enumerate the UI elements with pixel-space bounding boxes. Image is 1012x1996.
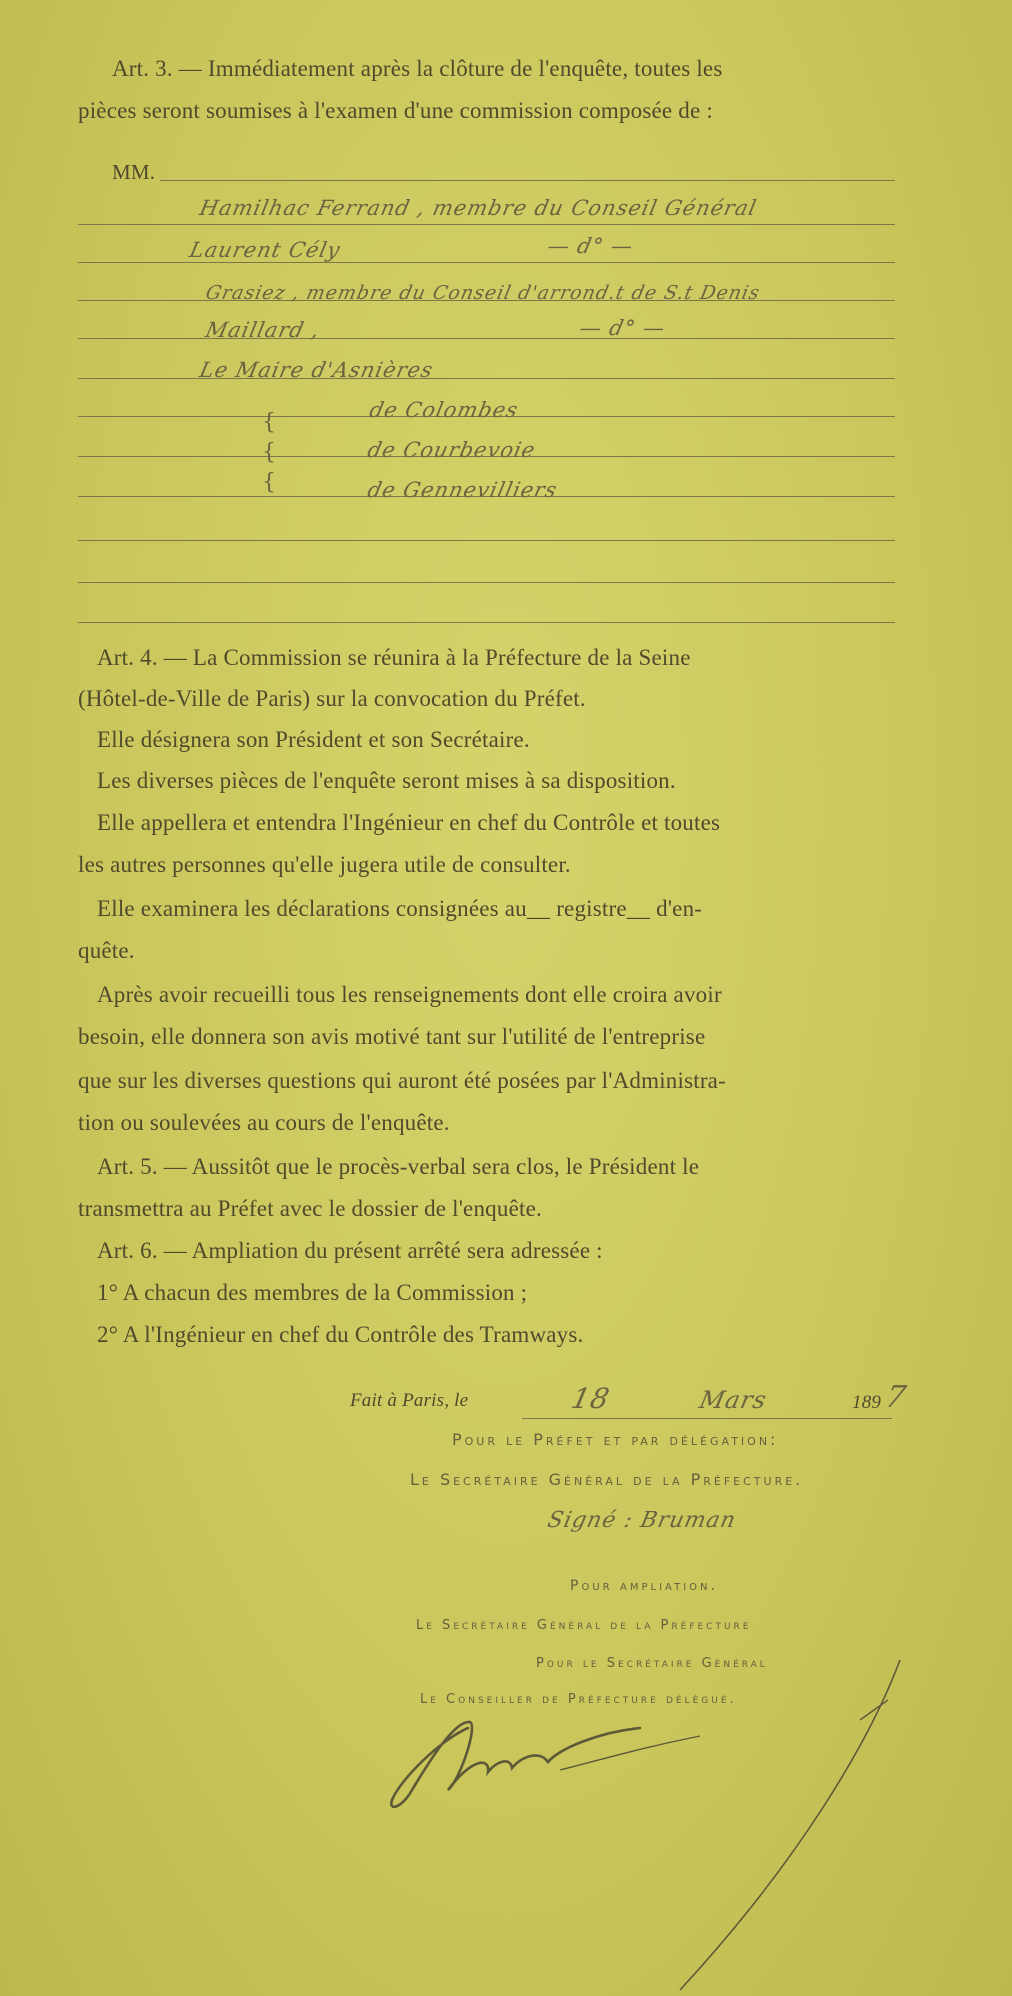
article-4-line: Après avoir recueilli tous les renseignements dont elle croira avoir <box>97 982 722 1007</box>
article-4-line: (Hôtel-de-Ville de Paris) sur la convocation du Préfet. <box>78 686 586 711</box>
stamp-signed-line: Signé : Bruman <box>545 1508 739 1533</box>
date-day: 18 <box>568 1382 614 1415</box>
brace-mark: { <box>262 410 276 435</box>
date-year-digit: 7 <box>882 1380 910 1415</box>
article-6-line: 2° A l'Ingénieur en chef du Contrôle des Tramways. <box>97 1322 584 1347</box>
member-entry: de Colombes <box>367 398 521 422</box>
article-4-line: Les diverses pièces de l'enquête seront mises à sa disposition. <box>97 768 676 793</box>
article-3-line-2: pièces seront soumises à l'examen d'une commission composée de : <box>78 98 713 123</box>
ditto-mark: — d° — <box>545 234 636 258</box>
member-entry: de Courbevoie <box>365 438 538 462</box>
member-entry: Laurent Cély <box>187 238 343 262</box>
article-4-line: que sur les diverses questions qui auront été posées par l'Administra- <box>78 1068 726 1093</box>
article-4-line: besoin, elle donnera son avis motivé tant sur l'utilité de l'entreprise <box>78 1024 706 1049</box>
stamp-line: Le Secrétaire Général de la Préfecture <box>416 1618 752 1633</box>
ditto-mark: — d° — <box>577 316 668 340</box>
article-4-line: Elle examinera les déclarations consignées au__ registre__ d'en- <box>97 896 703 921</box>
member-entry: de Gennevilliers <box>365 478 560 502</box>
member-entry: Grasiez , membre du Conseil d'arrond.t de S.t Denis <box>203 282 763 304</box>
article-5-line: transmettra au Préfet avec le dossier de l'enquête. <box>78 1196 542 1221</box>
article-4-line: tion ou soulevées au cours de l'enquête. <box>78 1110 450 1135</box>
member-entry: Maillard , <box>203 318 323 342</box>
article-6-line: 1° A chacun des membres de la Commission ; <box>97 1280 528 1305</box>
stamp-line: Le Conseiller de Préfecture délégué. <box>420 1692 737 1707</box>
stamp-line: Pour le Secrétaire Général <box>536 1656 768 1671</box>
article-4-line: quête. <box>78 938 135 963</box>
article-4-line: Art. 4. — La Commission se réunira à la Préfecture de la Seine <box>97 645 691 670</box>
article-6-line: Art. 6. — Ampliation du présent arrêté sera adressée : <box>97 1238 603 1263</box>
brace-mark: { <box>262 470 276 495</box>
article-3-line-1: Art. 3. — Immédiatement après la clôture de l'enquête, toutes les <box>112 56 723 81</box>
article-4-line: les autres personnes qu'elle jugera utile de consulter. <box>78 852 571 877</box>
article-4-line: Elle désignera son Président et son Secrétaire. <box>97 727 530 752</box>
article-5-line: Art. 5. — Aussitôt que le procès-verbal sera clos, le Président le <box>97 1154 700 1179</box>
brace-mark: { <box>262 440 276 465</box>
mm-label: MM. <box>112 160 156 184</box>
date-month: Mars <box>697 1386 770 1414</box>
stamp-line: Le Secrétaire Général de la Préfecture. <box>410 1470 804 1489</box>
date-year-prefix: 189 <box>852 1392 882 1413</box>
fait-a-paris-label: Fait à Paris, le <box>350 1390 469 1411</box>
article-4-line: Elle appellera et entendra l'Ingénieur en chef du Contrôle et toutes <box>97 810 721 835</box>
member-entry: Hamilhac Ferrand , membre du Conseil Général <box>197 196 760 220</box>
member-entry: Le Maire d'Asnières <box>197 358 436 382</box>
stamp-line: Pour ampliation. <box>570 1578 718 1594</box>
stamp-line: Pour le Préfet et par délégation: <box>452 1430 779 1449</box>
